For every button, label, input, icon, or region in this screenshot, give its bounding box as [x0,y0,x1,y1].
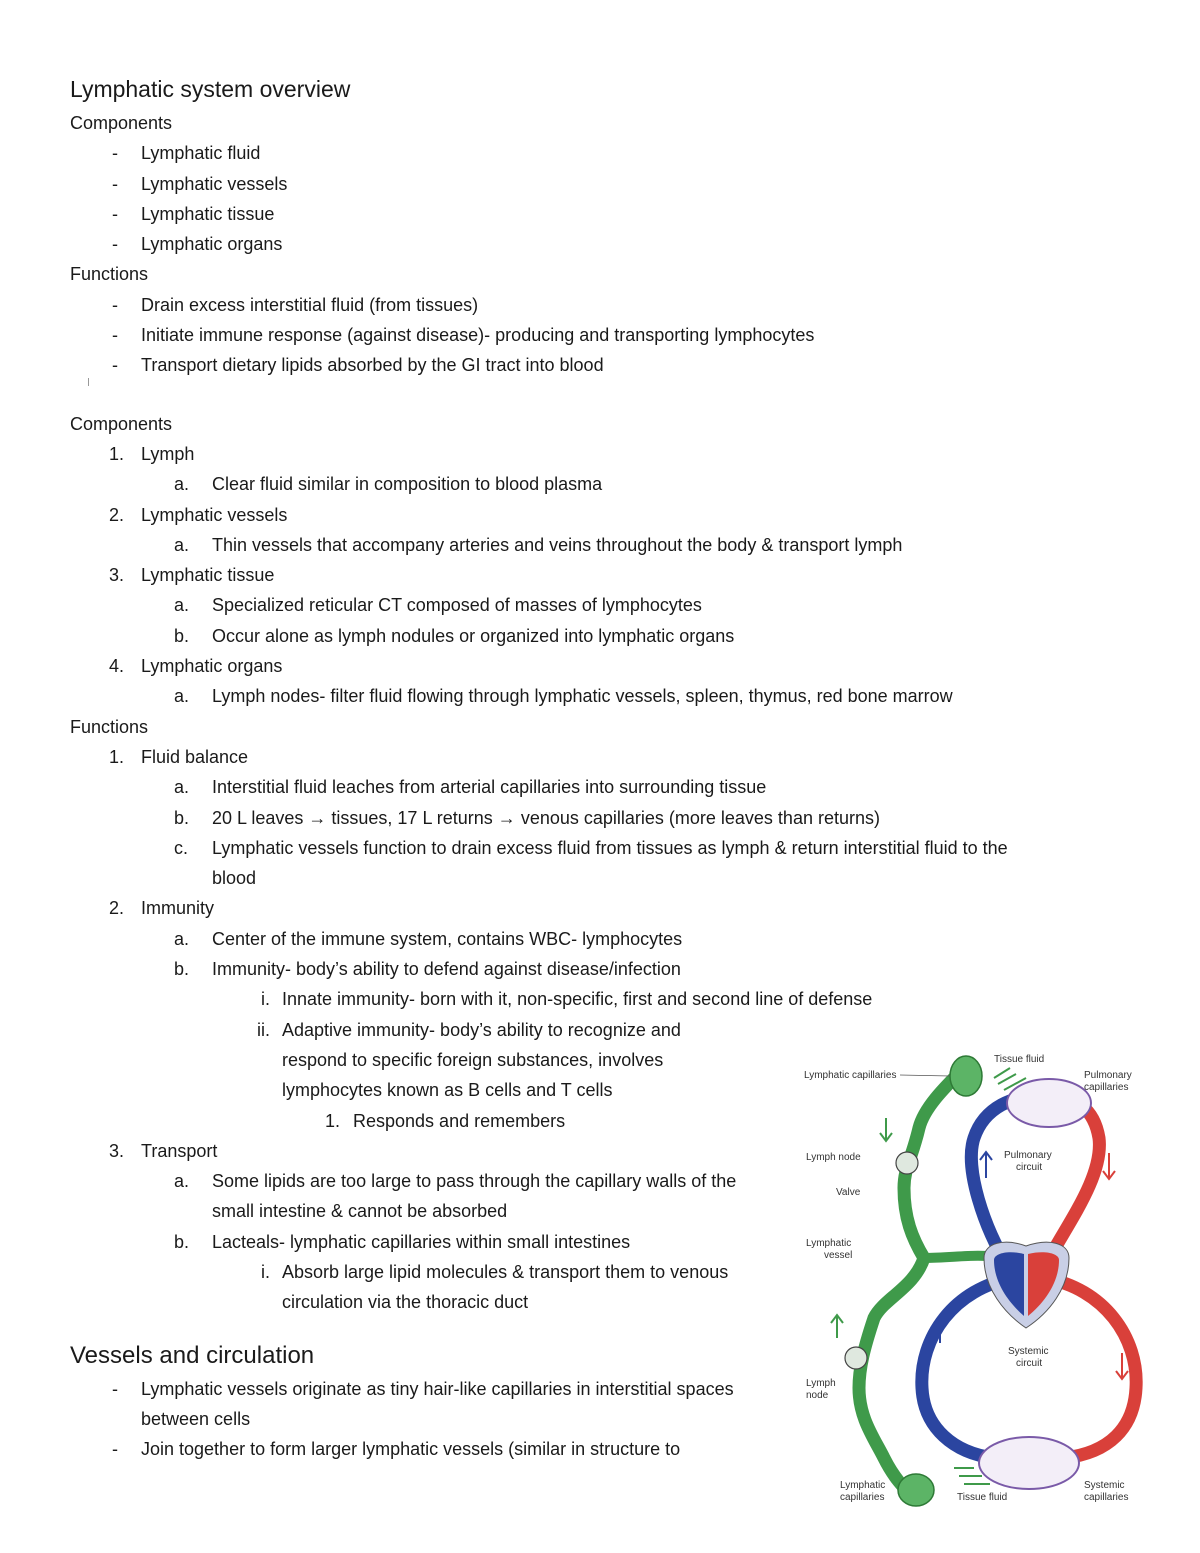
list-item: i. Innate immunity- born with it, non-specific, first and second line of defense [261,989,873,1010]
list-item: a. Some lipids are too large to pass through the capillary walls of the [174,1171,737,1192]
list-item: a. Interstitial fluid leaches from arterial capillaries into surrounding tissue [174,777,767,798]
systemic-vein-path [922,1278,1014,1458]
arrow-up-icon [980,1152,992,1178]
label-lymphatic-vessel-1: Lymphatic [806,1238,852,1249]
list-item-continued: small intestine & cannot be absorbed [212,1201,508,1222]
list-item: 1. Fluid balance [108,746,249,767]
list-item: a. Specialized reticular CT composed of masses of lymphocytes [174,595,702,616]
label-tissue-fluid-top: Tissue fluid [994,1054,1045,1065]
label-systemic-capillaries-2: capillaries [1084,1492,1129,1503]
list-item: 2. Lymphatic vessels [108,504,288,525]
list-item: a. Clear fluid similar in composition to blood plasma [174,474,603,495]
list-item: b. 20 L leaves → tissues, 17 L returns → venous capillaries (more leaves than returns) [174,807,880,828]
label-valve: Valve [836,1187,861,1198]
list-item: a. Thin vessels that accompany arteries and veins throughout the body & transport lymph [174,534,903,555]
arrow-down-icon [1116,1353,1128,1379]
list-item: 2. Immunity [108,898,215,919]
lymph-node-bottom-shape [845,1347,867,1369]
list-item: a. Center of the immune system, contains WBC- lymphocytes [174,928,683,949]
list-item: 1. Responds and remembers [324,1110,566,1131]
lymphatic-capillaries-top-shape [950,1056,982,1096]
list-item: 3. Lymphatic tissue [108,565,275,586]
overview-functions-heading: Functions [70,264,149,285]
label-pulmonary-capillaries-1: Pulmonary [1084,1070,1132,1081]
list-item-continued: circulation via the thoracic duct [282,1292,529,1313]
label-lymphatic-vessel-2: vessel [824,1250,853,1261]
label-tissue-fluid-bottom: Tissue fluid [957,1492,1008,1503]
lymph-node-top-shape [896,1152,918,1174]
list-item: - Transport dietary lipids absorbed by the GI tract into blood [112,355,604,376]
list-item: b. Occur alone as lymph nodules or organized into lymphatic organs [174,625,735,646]
list-item-continued: lymphocytes known as B cells and T cells [282,1080,613,1101]
label-pulmonary-capillaries-2: capillaries [1084,1082,1129,1093]
overview-components-heading: Components [70,113,173,133]
systemic-capillaries-shape [979,1437,1079,1489]
list-item: - Lymphatic tissue [112,203,275,224]
list-item: - Join together to form larger lymphatic vessels (similar in structure to [112,1439,681,1460]
list-item: i. Absorb large lipid molecules & transport them to venous [261,1261,729,1282]
list-item-continued: blood [212,868,257,889]
arrow-down-icon [880,1118,892,1141]
list-item: b. Immunity- body’s ability to defend against disease/infection [174,959,681,980]
arrow-up-icon [831,1315,843,1338]
label-lymphatic-capillaries-bottom-1: Lymphatic [840,1480,886,1491]
label-lymph-node-top: Lymph node [806,1152,861,1163]
label-lymph-node-bottom-2: node [806,1390,829,1401]
list-item: - Lymphatic organs [112,234,283,255]
list-item-continued: between cells [141,1408,251,1429]
label-systemic-circuit-1: Systemic [1008,1346,1049,1357]
label-lymph-node-bottom-1: Lymph [806,1378,836,1389]
list-item: ii. Adaptive immunity- body’s ability to recognize and [257,1019,681,1040]
list-item: c. Lymphatic vessels function to drain excess fluid from tissues as lymph & return interstitial fluid to the [174,837,1008,858]
list-item: a. Lymph nodes- filter fluid flowing through lymphatic vessels, spleen, thymus, red bone marrow [174,686,953,707]
lymphatic-capillaries-bottom-shape [898,1474,934,1506]
list-item: - Drain excess interstitial fluid (from tissues) [112,294,479,315]
functions-heading: Functions [70,716,149,737]
label-pulmonary-circuit-1: Pulmonary [1004,1150,1052,1161]
list-item: 1. Lymph [108,443,195,464]
page-title: Lymphatic system overview [70,76,351,102]
circulation-diagram [804,1048,1146,1508]
label-lymphatic-capillaries-bottom-2: capillaries [840,1492,885,1503]
heart-shape [984,1242,1069,1328]
list-item: - Lymphatic fluid [112,143,261,164]
list-item: - Lymphatic vessels originate as tiny hair-like capillaries in interstitial spaces [112,1378,734,1399]
section-heading: Vessels and circulation [70,1341,315,1369]
list-item: - Lymphatic vessels [112,173,288,194]
label-systemic-capillaries-1: Systemic [1084,1480,1125,1491]
pulmonary-capillaries-shape [1007,1079,1091,1127]
list-item: 4. Lymphatic organs [108,656,283,677]
list-item-continued: respond to specific foreign substances, involves [282,1049,664,1070]
list-item: 3. Transport [108,1140,218,1161]
list-item: b. Lacteals- lymphatic capillaries within small intestines [174,1231,631,1252]
label-lymphatic-capillaries-top: Lymphatic capillaries [804,1070,897,1081]
components-heading: Components [70,413,173,434]
label-systemic-circuit-2: circuit [1016,1358,1043,1369]
label-pulmonary-circuit-2: circuit [1016,1162,1043,1173]
list-item: - Initiate immune response (against disease)- producing and transporting lymphocytes [112,325,815,346]
